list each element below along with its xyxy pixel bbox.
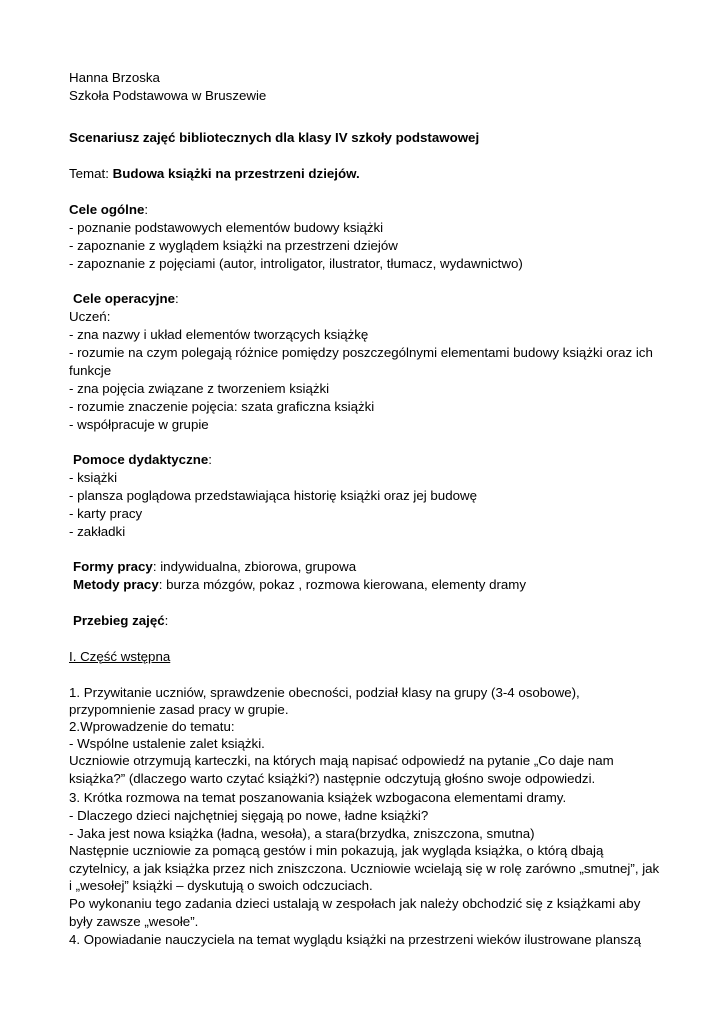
paragraph-line: książka?” (dlaczego warto czytać książki?) następnie odczytują głośno swoje odpowiedzi. [69,771,596,786]
general-goals-colon: : [144,202,149,217]
paragraph-line: i „wesołej” książki – dyskutują o swoich odczuciach. [69,878,373,893]
work-forms-value: : indywidualna, zbiorowa, grupowa [152,559,357,574]
general-goals-label: Cele ogólne [69,202,145,217]
list-item: - rozumie na czym polegają różnice pomiędzy poszczególnymi elementami budowy książki oraz ich [69,345,653,360]
lesson-flow-colon: : [164,613,169,628]
operational-goals-heading [73,290,179,308]
list-item: - rozumie znaczenie pojęcia: szata graficzna książki [69,399,375,414]
list-item: - zapoznanie z wyglądem książki na przestrzeni dziejów [69,238,398,253]
list-item: - książki [69,470,118,485]
document-title: Scenariusz zajęć bibliotecznych dla klasy IV szkoły podstawowej [69,130,480,145]
operational-goals-label: Cele operacyjne [73,291,175,306]
list-item: - poznanie podstawowych elementów budowy książki [69,220,384,235]
list-item: - plansza poglądowa przedstawiająca historię książki oraz jej budowę [69,488,477,503]
section-heading: I. Część wstępna [69,649,171,664]
paragraph-line: 4. Opowiadanie nauczyciela na temat wyglądu książki na przestrzeni wieków ilustrowane planszą [69,932,642,947]
paragraph-line: 2.Wprowadzenie do tematu: [69,719,235,734]
teaching-aids-label: Pomoce dydaktyczne [73,452,209,467]
paragraph-line: Po wykonaniu tego zadania dzieci ustalają w zespołach jak należy obchodzić się z książkami aby [69,896,641,911]
teaching-aids-heading [73,451,212,469]
lesson-flow-heading [73,612,168,630]
topic-label: Temat: [69,166,113,181]
list-item: - zapoznanie z pojęciami (autor, introligator, ilustrator, tłumacz, wydawnictwo) [69,256,523,271]
paragraph-line: - Dlaczego dzieci najchętniej sięgają po nowe, ładne książki? [69,808,429,823]
topic-line [69,165,360,183]
work-forms-label: Formy pracy [73,559,153,574]
list-item: - zakładki [69,524,126,539]
work-methods-value: : burza mózgów, pokaz , rozmowa kierowana, elementy dramy [158,577,527,592]
paragraph-line: Następnie uczniowie za pomącą gestów i min pokazują, jak wygląda książka, o którą dbają [69,843,604,858]
work-methods-label: Metody pracy [73,577,159,592]
list-item: - zna pojęcia związane z tworzeniem książki [69,381,330,396]
paragraph-line: - Wspólne ustalenie zalet książki. [69,736,265,751]
paragraph-line: były zawsze „wesołe”. [69,914,199,929]
operational-goals-colon: : [175,291,179,306]
paragraph-line: 1. Przywitanie uczniów, sprawdzenie obecności, podział klasy na grupy (3-4 osobowe), [69,685,580,700]
work-methods-line [73,576,526,594]
paragraph-line: przypomnienie zasad pracy w grupie. [69,702,289,717]
teaching-aids-colon: : [208,452,212,467]
list-item: - zna nazwy i układ elementów tworzących książkę [69,327,369,342]
school-name: Szkoła Podstawowa w Bruszewie [69,88,267,103]
paragraph-line: czytelnicy, a jak książka przez nich zniszczona. Uczniowie wcielają się w rolę zarówno „smutnej”, jak [69,861,660,876]
paragraph-line: Uczniowie otrzymują karteczki, na których mają napisać odpowiedź na pytanie „Co daje nam [69,753,614,768]
operational-goals-intro: Uczeń: [69,309,111,324]
topic-value: Budowa książki na przestrzeni dziejów. [112,166,360,181]
paragraph-line: - Jaka jest nowa książka (ładna, wesoła), a stara(brzydka, zniszczona, smutna) [69,826,535,841]
author-name: Hanna Brzoska [69,70,160,85]
list-item: - karty pracy [69,506,143,521]
general-goals-heading [69,201,148,219]
list-item: funkcje [69,363,112,378]
list-item: - współpracuje w grupie [69,417,209,432]
paragraph-line: 3. Krótka rozmowa na temat poszanowania książek wzbogacona elementami dramy. [69,790,567,805]
lesson-flow-label: Przebieg zajęć [73,613,165,628]
work-forms-line [73,558,356,576]
